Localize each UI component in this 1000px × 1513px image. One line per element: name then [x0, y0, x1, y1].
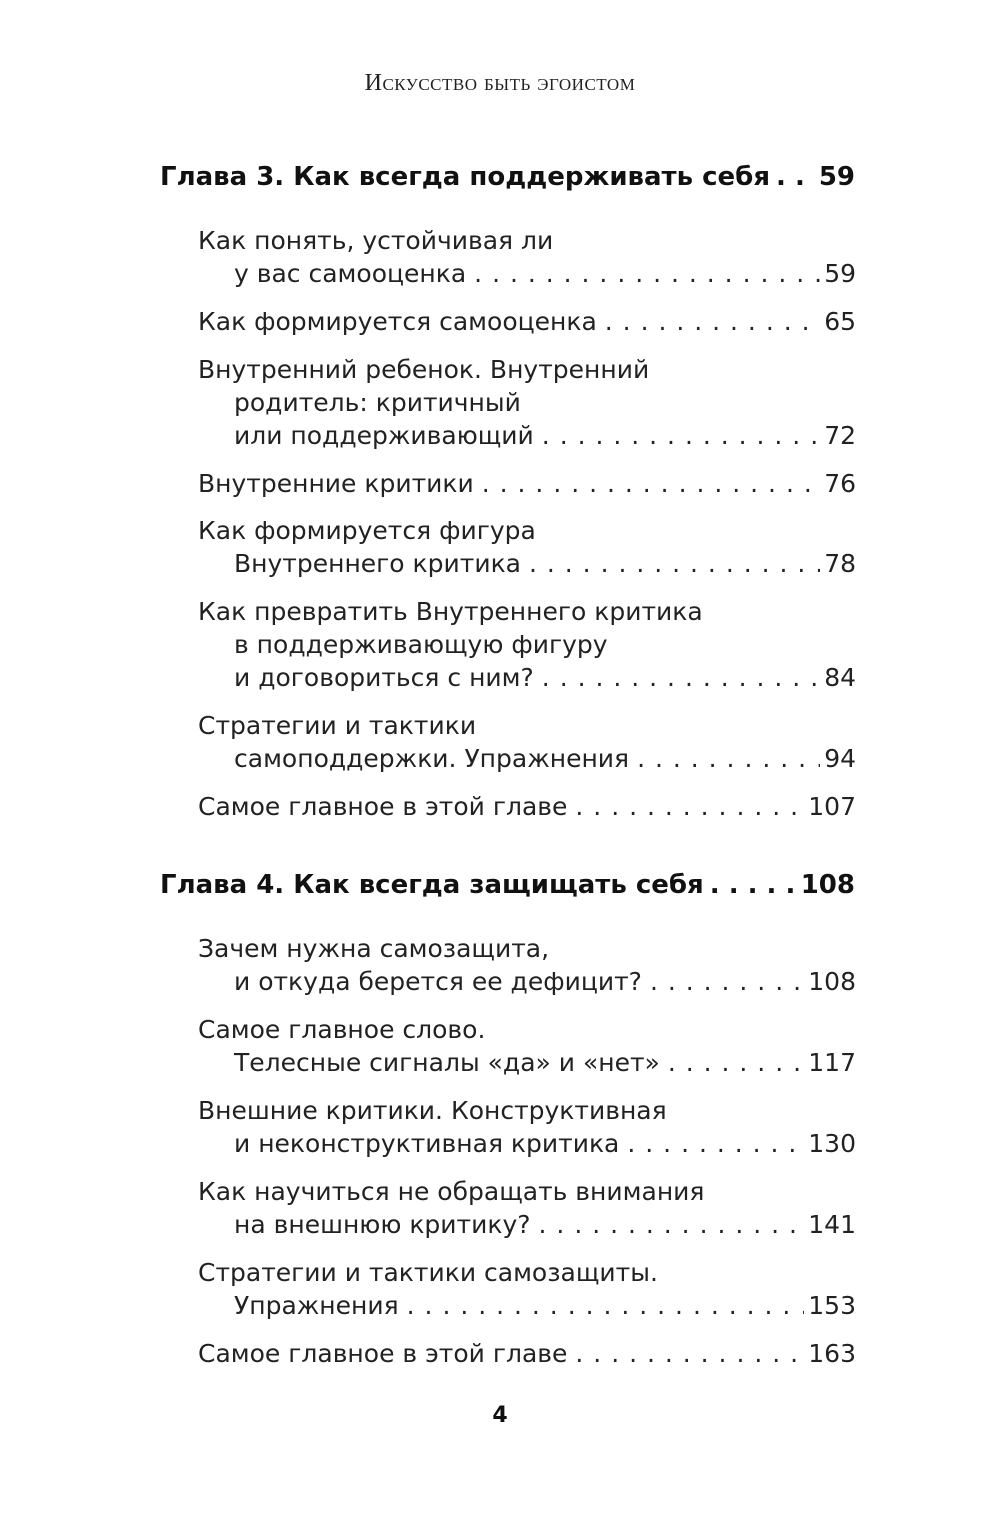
entry-page: 72 — [824, 421, 856, 450]
entry-text: Внутренние критики — [198, 469, 474, 498]
entry-last-line — [198, 661, 856, 694]
entry-last-line — [198, 790, 856, 823]
toc-entry — [198, 224, 856, 290]
entry-line: Как превратить Внутреннего критика — [198, 597, 703, 626]
entry-line: Внешние критики. Конструктивная — [198, 1096, 667, 1125]
entry-text: самоподдержки. Упражнения — [234, 744, 630, 773]
entry-last-line — [198, 467, 856, 500]
chapter-title: Глава 3. Как всегда поддерживать себя — [160, 162, 771, 192]
dot-leader — [710, 870, 795, 900]
entry-text: Как формируется самооценка — [198, 307, 597, 336]
entry-line: в поддерживающую фигуру — [234, 630, 608, 659]
entry-page: 153 — [808, 1291, 856, 1320]
entry-page: 107 — [808, 792, 856, 821]
dot-leader — [627, 1127, 804, 1160]
entry-page: 65 — [824, 307, 856, 336]
toc-entry — [198, 932, 856, 998]
entry-line: Внутренний ребенок. Внутренний — [198, 355, 650, 384]
entry-last-line — [198, 257, 856, 290]
dot-leader — [474, 257, 820, 290]
entry-last-line — [198, 1046, 856, 1079]
toc-entry — [198, 790, 856, 823]
entry-last-line — [198, 965, 856, 998]
entry-page: 84 — [824, 663, 856, 692]
toc-entry — [198, 1337, 856, 1370]
entry-last-line — [198, 1127, 856, 1160]
toc-entry — [198, 1013, 856, 1079]
toc-entry — [198, 514, 856, 580]
toc-entry — [198, 595, 856, 694]
dot-leader — [529, 547, 820, 580]
entry-page: 108 — [808, 967, 856, 996]
entry-page: 130 — [808, 1129, 856, 1158]
chapter-3-heading — [160, 162, 855, 192]
entry-last-line — [198, 1208, 856, 1241]
entry-text: Внутреннего критика — [234, 549, 521, 578]
entry-last-line — [198, 1289, 856, 1322]
entry-page: 78 — [824, 549, 856, 578]
toc-entry — [198, 1175, 856, 1241]
toc-entry — [198, 305, 856, 338]
entry-line: Как понять, устойчивая ли — [198, 226, 554, 255]
dot-leader — [575, 1337, 804, 1370]
dot-leader — [668, 1046, 804, 1079]
entry-text: и договориться с ним? — [234, 663, 534, 692]
entry-line: Стратегии и тактики самозащиты. — [198, 1258, 658, 1287]
dot-leader — [539, 1208, 805, 1241]
toc-entry — [198, 467, 856, 500]
running-head: Искусство быть эгоистом — [364, 70, 636, 96]
entry-line: Стратегии и тактики — [198, 711, 477, 740]
entry-line: Как формируется фигура — [198, 516, 536, 545]
entry-line: Как научиться не обращать внимания — [198, 1177, 705, 1206]
entry-text: и откуда берется ее дефицит? — [234, 967, 642, 996]
dot-leader — [542, 419, 820, 452]
dot-leader — [776, 162, 813, 192]
chapter-4-heading — [160, 870, 855, 900]
entry-text: на внешнюю критику? — [234, 1210, 531, 1239]
toc-entry — [198, 1094, 856, 1160]
chapter-page: 108 — [800, 870, 855, 900]
entry-page: 59 — [824, 259, 856, 288]
entry-text: Самое главное в этой главе — [198, 792, 568, 821]
entry-text: Самое главное в этой главе — [198, 1339, 568, 1368]
dot-leader — [605, 305, 820, 338]
entry-text: или поддерживающий — [234, 421, 534, 450]
entry-last-line — [198, 742, 856, 775]
page-number: 4 — [492, 1403, 508, 1428]
entry-last-line — [198, 547, 856, 580]
entry-line: Самое главное слово. — [198, 1015, 486, 1044]
chapter-page: 59 — [818, 162, 855, 192]
dot-leader — [482, 467, 820, 500]
entry-text: Телесные сигналы «да» и «нет» — [234, 1048, 660, 1077]
entry-last-line — [198, 419, 856, 452]
toc-entry — [198, 1256, 856, 1322]
entry-text: у вас самооценка — [234, 259, 467, 288]
entry-page: 163 — [808, 1339, 856, 1368]
entry-text: Упражнения — [234, 1291, 399, 1320]
dot-leader — [637, 742, 820, 775]
dot-leader — [407, 1289, 805, 1322]
entry-line: Зачем нужна самозащита, — [198, 934, 550, 963]
entry-page: 117 — [808, 1048, 856, 1077]
entry-page: 76 — [824, 469, 856, 498]
entry-page: 141 — [808, 1210, 856, 1239]
dot-leader — [542, 661, 820, 694]
chapter-title: Глава 4. Как всегда защищать себя — [160, 870, 704, 900]
dot-leader — [650, 965, 804, 998]
entry-text: и неконструктивная критика — [234, 1129, 620, 1158]
toc-entry — [198, 353, 856, 452]
dot-leader — [575, 790, 804, 823]
entry-last-line — [198, 1337, 856, 1370]
toc-entry — [198, 709, 856, 775]
entry-line: родитель: критичный — [234, 388, 521, 417]
entry-page: 94 — [824, 744, 856, 773]
entry-last-line — [198, 305, 856, 338]
